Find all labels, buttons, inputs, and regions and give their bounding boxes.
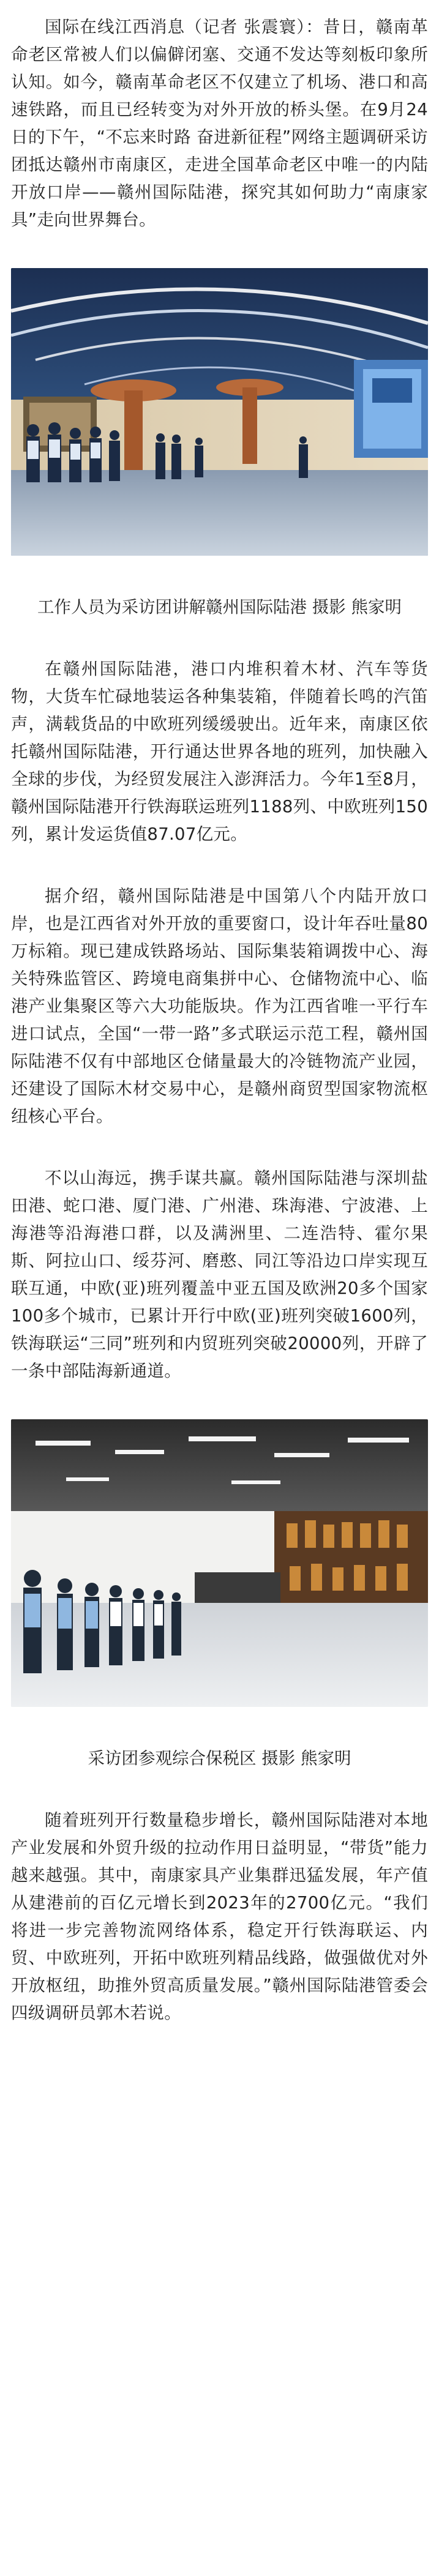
article-paragraph-2: 在赣州国际陆港，港口内堆积着木材、汽车等货物，大货车忙碌地装运各种集装箱，伴随着长鸣的汽笛声，满载货品的中欧班列缓缓驶出。近年来，南康区依托赣州国际陆港，开行通达世界各地的班列，加快融入全球的步伐，为经贸发展注入澎湃活力。今年1至8月，赣州国际陆港开行铁海联运班列1188列、中欧班列150列，累计发运货值87.07亿元。 bbox=[11, 659, 428, 844]
article-paragraph-4: 不以山海远，携手谋共赢。赣州国际陆港与深圳盐田港、蛇口港、厦门港、广州港、珠海港、宁波港、上海港等沿海港口群，以及满洲里、二连浩特、霍尔果斯、阿拉山口、绥芬河、磨憨、同江等沿边口岸实现互联互通，中欧(亚)班列覆盖中亚五国及欧洲20多个国家100多个城市，已累计开行中欧(亚)班列突破1600列，铁海联运“三同”班列和内贸班列突破20000列，开辟了一条中部陆海新通道。 bbox=[11, 1168, 428, 1381]
article-paragraph-5: 随着班列开行数量稳步增长，赣州国际陆港对本地产业发展和外贸升级的拉动作用日益明显，“带货”能力越来越强。其中，南康家具产业集群迅猛发展，年产值从建港前的百亿元增长到2023年的2700亿元。“我们将进一步完善物流网络体系，稳定开行铁海联运、内贸、中欧班列，开拓中欧班列精品线路，做强做优对外开放枢纽，助推外贸高质量发展。”赣州国际陆港管委会四级调研员郭木若说。 bbox=[11, 1810, 428, 2023]
photo-exhibition-hall bbox=[11, 268, 428, 556]
exhibition-hall-illustration bbox=[11, 268, 428, 556]
photo-caption-1: 工作人员为采访团讲解赣州国际陆港 摄影 熊家明 bbox=[37, 597, 402, 617]
photo-caption-2: 采访团参观综合保税区 摄影 熊家明 bbox=[88, 1749, 351, 1768]
article-paragraph-3: 据介绍，赣州国际陆港是中国第八个内陆开放口岸，也是江西省对外开放的重要窗口，设计年吞吐量80万标箱。现已建成铁路场站、国际集装箱调拨中心、海关特殊监管区、跨境电商集拼中心、仓储物流中心、临港产业集聚区等六大功能版块。作为江西省唯一平行车进口试点，全国“一带一路”多式联运示范工程，赣州国际陆港不仅有中部地区仓储量最大的冷链物流产业园，还建设了国际木材交易中心，是赣州商贸型国家物流枢纽核心平台。 bbox=[11, 886, 428, 1126]
photo-bonded-zone bbox=[11, 1419, 428, 1707]
article-paragraph-1: 国际在线江西消息（记者 张震寰）：昔日，赣南革命老区常被人们以偏僻闭塞、交通不发达等刻板印象所认知。如今，赣南革命老区不仅建立了机场、港口和高速铁路，而且已经转变为对外开放的桥头堡。在9月24日的下午，“不忘来时路 奋进新征程”网络主题调研采访团抵达赣州市南康区，走进全国革命老区中唯一的内陆开放口岸——赣州国际陆港，探究其如何助力“南康家具”走向世界舞台。 bbox=[11, 17, 428, 230]
bonded-zone-illustration bbox=[11, 1419, 428, 1707]
